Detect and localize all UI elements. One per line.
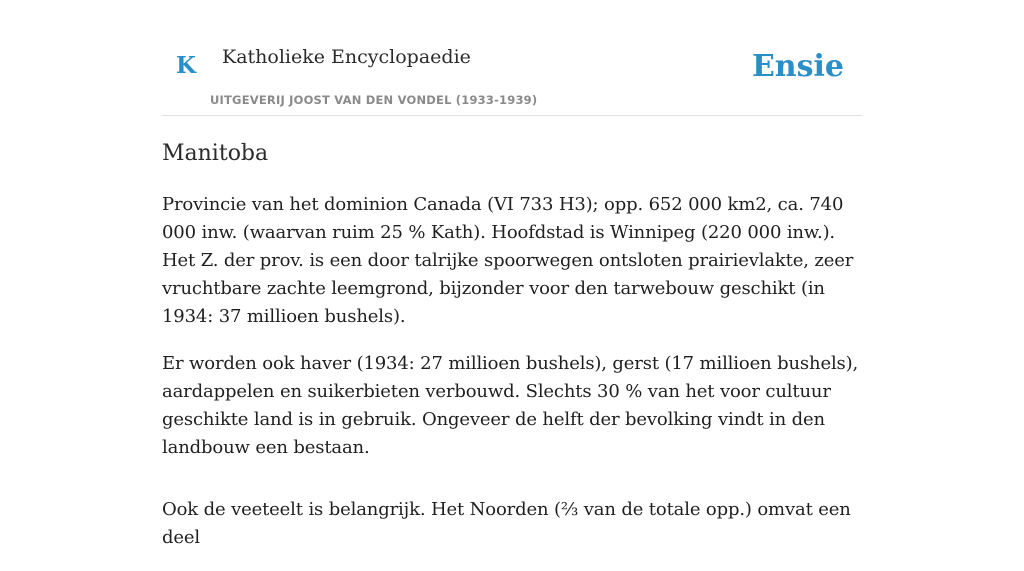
publisher-label: UITGEVERIJ JOOST VAN DEN VONDEL (1933-1939)	[210, 93, 538, 107]
article-title: Manitoba	[162, 141, 269, 166]
article-paragraph: Ook de veeteelt is belangrijk. Het Noorden (⅔ van de totale opp.) omvat een deel	[162, 498, 851, 548]
site-header	[162, 0, 862, 116]
article	[162, 140, 862, 571]
logo-k-icon[interactable]: K	[176, 52, 196, 79]
brand-logo[interactable]: Ensie	[751, 49, 844, 84]
article-paragraph: Provincie van het dominion Canada (VI 733 H3); opp. 652 000 km2, ca. 740 000 inw. (waarvan ruim 25 % Kath). Hoofdstad is Winnipeg (220 000 inw.). Het Z. der prov. is een door talrijke spoorwegen ontsloten prairievlakte, zeer vruchtbare zachte leemgrond, bijzonder voor den tarwebouw geschikt (in 1934: 37 millioen bushels).	[162, 193, 854, 327]
article-paragraph: Er worden ook haver (1934: 27 millioen bushels), gerst (17 millioen bushels), aardappelen en suikerbieten verbouwd. Slechts 30 % van het voor cultuur geschikte land is in gebruik. Ongeveer de helft der bevolking vindt in den landbouw een bestaan.	[162, 352, 859, 458]
publication-title[interactable]: Katholieke Encyclopaedie	[222, 46, 471, 68]
